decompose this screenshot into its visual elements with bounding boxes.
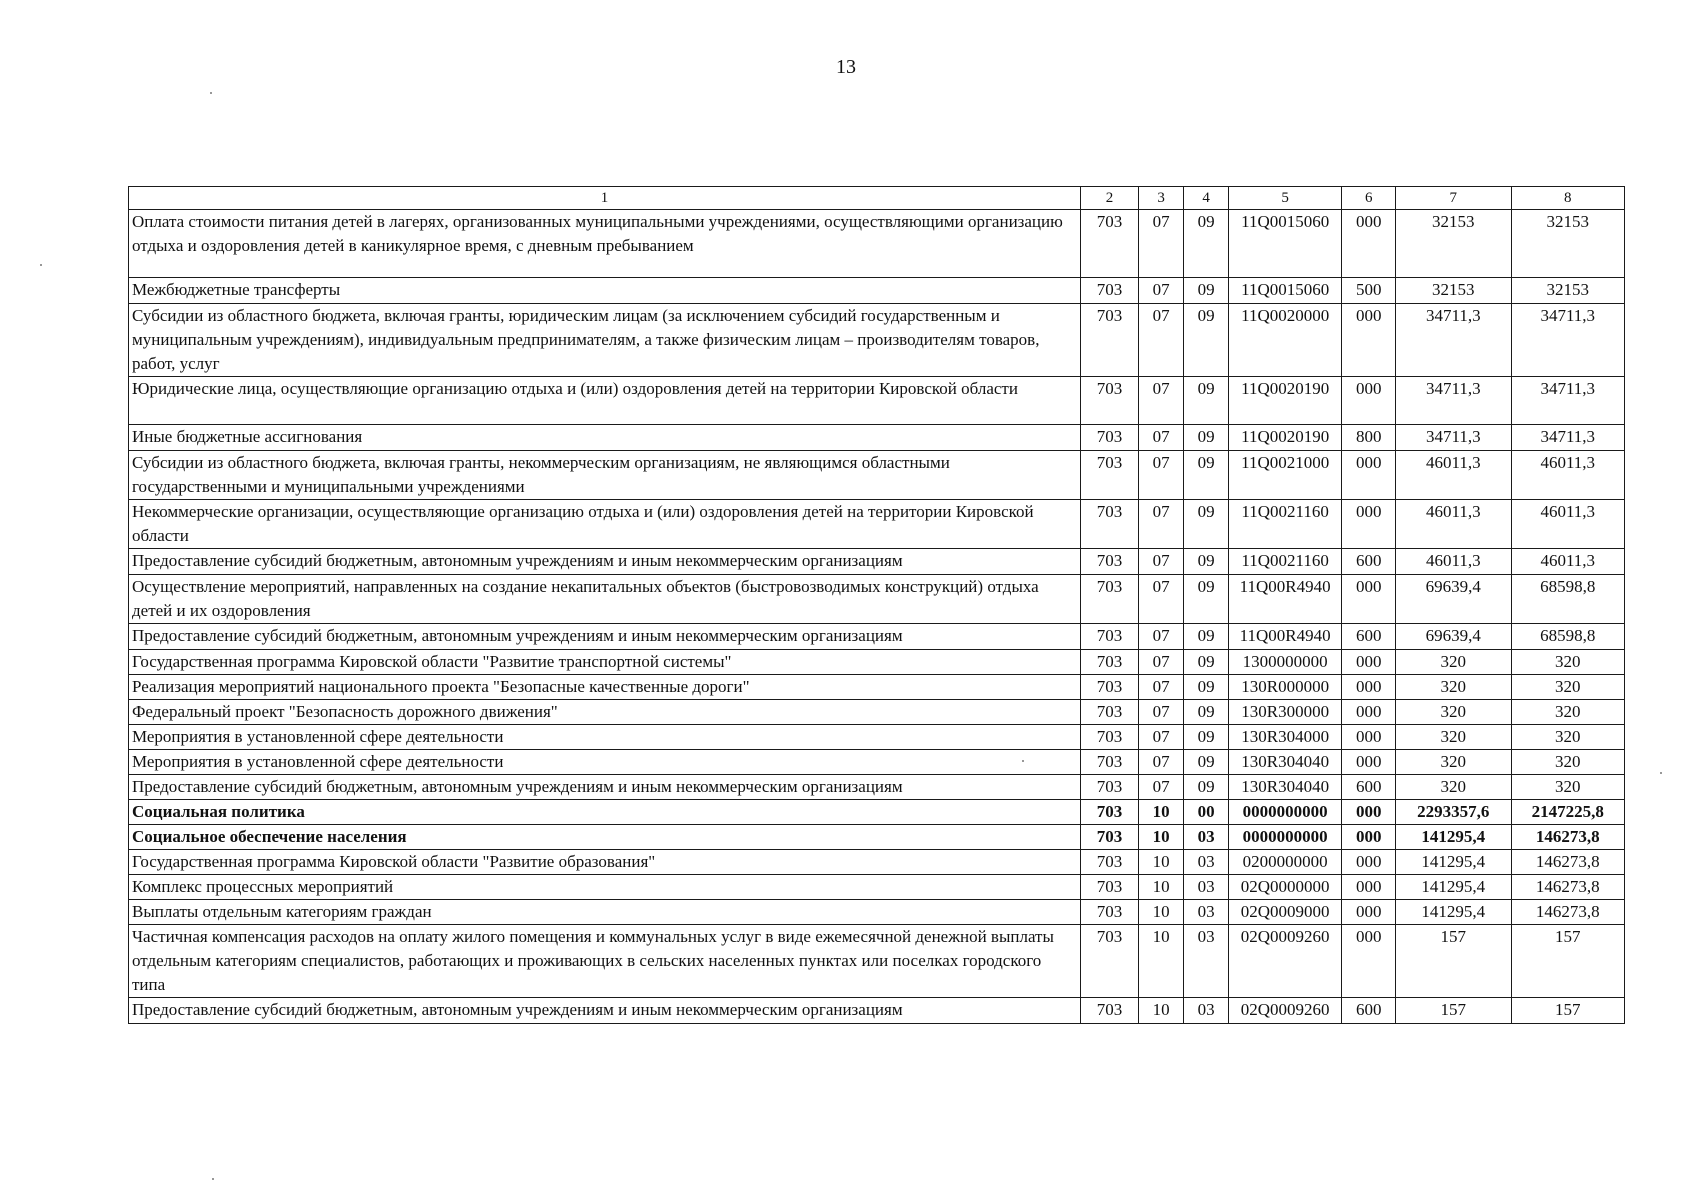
row-code-2: 703: [1081, 624, 1139, 650]
row-code-3: 07: [1138, 700, 1184, 725]
row-code-4: 09: [1184, 750, 1229, 775]
row-description: Государственная программа Кировской области "Развитие транспортной системы": [129, 650, 1081, 675]
row-code-3: 07: [1138, 500, 1184, 549]
row-code-5: 11Q0021160: [1228, 549, 1341, 575]
header-cell: 6: [1342, 187, 1396, 210]
row-amount-8: 46011,3: [1511, 549, 1625, 575]
row-code-6: 000: [1342, 850, 1396, 875]
row-code-4: 09: [1184, 210, 1229, 278]
row-description: Социальная политика: [129, 800, 1081, 825]
row-description: Предоставление субсидий бюджетным, автономным учреждениям и иным некоммерческим организациям: [129, 624, 1081, 650]
row-amount-8: 68598,8: [1511, 575, 1625, 624]
row-code-3: 07: [1138, 549, 1184, 575]
header-cell: 4: [1184, 187, 1229, 210]
row-code-2: 703: [1081, 377, 1139, 425]
row-description: Оплата стоимости питания детей в лагерях, организованных муниципальными учреждениями, осуществляющими организацию отдыха и оздоровления детей в каникулярное время, с дневным пребыванием: [129, 210, 1081, 278]
row-amount-8: 34711,3: [1511, 304, 1625, 377]
scan-speck: [1660, 772, 1662, 774]
row-code-6: 000: [1342, 650, 1396, 675]
row-amount-7: 320: [1396, 650, 1511, 675]
row-code-3: 07: [1138, 650, 1184, 675]
row-code-6: 000: [1342, 575, 1396, 624]
row-code-3: 07: [1138, 425, 1184, 451]
row-amount-8: 34711,3: [1511, 377, 1625, 425]
row-description: Предоставление субсидий бюджетным, автономным учреждениям и иным некоммерческим организациям: [129, 549, 1081, 575]
row-description: Субсидии из областного бюджета, включая гранты, некоммерческим организациям, не являющимся областными государственными и муниципальными учреждениями: [129, 451, 1081, 500]
row-code-3: 10: [1138, 825, 1184, 850]
table-row: [129, 451, 1625, 500]
row-amount-7: 320: [1396, 675, 1511, 700]
table-row: [129, 875, 1625, 900]
row-amount-8: 146273,8: [1511, 900, 1625, 925]
table-body: [129, 210, 1625, 1024]
row-amount-7: 320: [1396, 750, 1511, 775]
row-code-4: 09: [1184, 500, 1229, 549]
row-code-3: 10: [1138, 900, 1184, 925]
row-code-6: 500: [1342, 278, 1396, 304]
row-code-4: 03: [1184, 925, 1229, 998]
row-amount-7: 46011,3: [1396, 451, 1511, 500]
header-cell: 7: [1396, 187, 1511, 210]
row-amount-8: 34711,3: [1511, 425, 1625, 451]
row-code-4: 09: [1184, 575, 1229, 624]
row-code-2: 703: [1081, 451, 1139, 500]
header-cell: 2: [1081, 187, 1139, 210]
scan-speck: [212, 1178, 214, 1180]
table-row: [129, 624, 1625, 650]
table-row: [129, 278, 1625, 304]
row-code-2: 703: [1081, 800, 1139, 825]
table-row: [129, 650, 1625, 675]
row-amount-7: 46011,3: [1396, 500, 1511, 549]
row-code-6: 000: [1342, 725, 1396, 750]
row-code-2: 703: [1081, 875, 1139, 900]
row-code-4: 03: [1184, 850, 1229, 875]
table-row: [129, 675, 1625, 700]
row-amount-7: 32153: [1396, 278, 1511, 304]
row-code-5: 11Q0015060: [1228, 210, 1341, 278]
row-amount-7: 320: [1396, 725, 1511, 750]
row-amount-8: 32153: [1511, 210, 1625, 278]
row-code-6: 800: [1342, 425, 1396, 451]
row-code-5: 11Q00R4940: [1228, 624, 1341, 650]
table-row: [129, 575, 1625, 624]
table-row: [129, 825, 1625, 850]
row-code-4: 03: [1184, 875, 1229, 900]
row-code-6: 000: [1342, 900, 1396, 925]
row-code-3: 07: [1138, 775, 1184, 800]
row-code-2: 703: [1081, 304, 1139, 377]
row-amount-8: 46011,3: [1511, 451, 1625, 500]
row-code-5: 1300000000: [1228, 650, 1341, 675]
row-code-3: 07: [1138, 624, 1184, 650]
row-code-4: 03: [1184, 900, 1229, 925]
row-amount-7: 46011,3: [1396, 549, 1511, 575]
row-code-6: 000: [1342, 825, 1396, 850]
row-code-3: 07: [1138, 451, 1184, 500]
table-row: [129, 775, 1625, 800]
row-code-4: 09: [1184, 650, 1229, 675]
row-code-2: 703: [1081, 825, 1139, 850]
row-amount-8: 320: [1511, 775, 1625, 800]
row-amount-8: 146273,8: [1511, 825, 1625, 850]
row-description: Частичная компенсация расходов на оплату жилого помещения и коммунальных услуг в виде ежемесячной денежной выплаты отдельным категориям специалистов, работающих и проживающих в сельских населенных пунктах или поселках городского типа: [129, 925, 1081, 998]
row-code-2: 703: [1081, 925, 1139, 998]
row-code-3: 07: [1138, 210, 1184, 278]
row-code-6: 000: [1342, 750, 1396, 775]
row-code-6: 600: [1342, 549, 1396, 575]
row-code-6: 600: [1342, 998, 1396, 1024]
table-row: [129, 725, 1625, 750]
row-amount-8: 32153: [1511, 278, 1625, 304]
header-row: [129, 187, 1625, 210]
table-row: [129, 549, 1625, 575]
row-code-3: 07: [1138, 304, 1184, 377]
row-code-5: 11Q0021000: [1228, 451, 1341, 500]
row-code-5: 130R304000: [1228, 725, 1341, 750]
row-code-5: 0000000000: [1228, 825, 1341, 850]
row-description: Реализация мероприятий национального проекта "Безопасные качественные дороги": [129, 675, 1081, 700]
row-amount-8: 157: [1511, 925, 1625, 998]
row-code-5: 11Q0015060: [1228, 278, 1341, 304]
table-row: [129, 425, 1625, 451]
row-code-2: 703: [1081, 500, 1139, 549]
row-code-4: 09: [1184, 725, 1229, 750]
row-code-2: 703: [1081, 775, 1139, 800]
row-code-2: 703: [1081, 675, 1139, 700]
table-row: [129, 925, 1625, 998]
row-code-2: 703: [1081, 750, 1139, 775]
row-amount-7: 157: [1396, 998, 1511, 1024]
row-code-2: 703: [1081, 575, 1139, 624]
row-amount-7: 34711,3: [1396, 304, 1511, 377]
table-row: [129, 700, 1625, 725]
row-code-3: 10: [1138, 998, 1184, 1024]
row-code-5: 11Q0021160: [1228, 500, 1341, 549]
row-code-2: 703: [1081, 210, 1139, 278]
row-amount-8: 2147225,8: [1511, 800, 1625, 825]
row-description: Предоставление субсидий бюджетным, автономным учреждениям и иным некоммерческим организациям: [129, 775, 1081, 800]
row-description: Мероприятия в установленной сфере деятельности: [129, 725, 1081, 750]
scan-speck: [210, 92, 212, 94]
row-amount-8: 320: [1511, 650, 1625, 675]
row-amount-7: 141295,4: [1396, 825, 1511, 850]
table-row: [129, 998, 1625, 1024]
row-code-5: 11Q0020000: [1228, 304, 1341, 377]
row-code-5: 130R000000: [1228, 675, 1341, 700]
row-amount-7: 157: [1396, 925, 1511, 998]
row-code-5: 11Q0020190: [1228, 425, 1341, 451]
row-code-5: 02Q0009260: [1228, 998, 1341, 1024]
header-cell: 5: [1228, 187, 1341, 210]
row-code-5: 130R304040: [1228, 775, 1341, 800]
row-code-4: 03: [1184, 825, 1229, 850]
row-amount-7: 69639,4: [1396, 575, 1511, 624]
row-code-6: 000: [1342, 210, 1396, 278]
row-code-3: 07: [1138, 750, 1184, 775]
table-row: [129, 377, 1625, 425]
row-description: Осуществление мероприятий, направленных на создание некапитальных объектов (быстровозводимых конструкций) отдыха детей и их оздоровления: [129, 575, 1081, 624]
row-description: Выплаты отдельным категориям граждан: [129, 900, 1081, 925]
row-amount-8: 320: [1511, 675, 1625, 700]
row-code-6: 000: [1342, 304, 1396, 377]
scan-speck: [1022, 760, 1024, 762]
row-code-4: 09: [1184, 278, 1229, 304]
row-description: Государственная программа Кировской области "Развитие образования": [129, 850, 1081, 875]
table-row: [129, 850, 1625, 875]
row-code-6: 600: [1342, 775, 1396, 800]
row-code-3: 07: [1138, 377, 1184, 425]
row-code-3: 07: [1138, 278, 1184, 304]
row-code-4: 09: [1184, 675, 1229, 700]
row-code-2: 703: [1081, 278, 1139, 304]
row-amount-8: 320: [1511, 725, 1625, 750]
row-code-4: 09: [1184, 700, 1229, 725]
row-code-3: 10: [1138, 850, 1184, 875]
row-description: Юридические лица, осуществляющие организацию отдыха и (или) оздоровления детей на территории Кировской области: [129, 377, 1081, 425]
row-amount-7: 320: [1396, 700, 1511, 725]
row-code-5: 02Q0000000: [1228, 875, 1341, 900]
row-description: Комплекс процессных мероприятий: [129, 875, 1081, 900]
row-code-3: 10: [1138, 800, 1184, 825]
row-code-3: 07: [1138, 675, 1184, 700]
row-code-6: 600: [1342, 624, 1396, 650]
row-description: Мероприятия в установленной сфере деятельности: [129, 750, 1081, 775]
table-row: [129, 210, 1625, 278]
row-code-3: 07: [1138, 575, 1184, 624]
row-amount-7: 141295,4: [1396, 900, 1511, 925]
row-code-5: 130R304040: [1228, 750, 1341, 775]
row-description: Некоммерческие организации, осуществляющие организацию отдыха и (или) оздоровления детей на территории Кировской области: [129, 500, 1081, 549]
row-code-4: 09: [1184, 377, 1229, 425]
row-code-4: 09: [1184, 304, 1229, 377]
row-code-4: 03: [1184, 998, 1229, 1024]
row-amount-7: 34711,3: [1396, 425, 1511, 451]
row-description: Межбюджетные трансферты: [129, 278, 1081, 304]
row-code-6: 000: [1342, 925, 1396, 998]
row-amount-7: 34711,3: [1396, 377, 1511, 425]
page-number: 13: [836, 56, 856, 78]
row-code-2: 703: [1081, 725, 1139, 750]
header-cell: 3: [1138, 187, 1184, 210]
header-cell: 1: [129, 187, 1081, 210]
row-description: Иные бюджетные ассигнования: [129, 425, 1081, 451]
table-row: [129, 304, 1625, 377]
row-code-6: 000: [1342, 700, 1396, 725]
row-code-2: 703: [1081, 700, 1139, 725]
row-amount-8: 46011,3: [1511, 500, 1625, 549]
row-code-6: 000: [1342, 500, 1396, 549]
row-amount-7: 69639,4: [1396, 624, 1511, 650]
row-code-2: 703: [1081, 850, 1139, 875]
row-amount-7: 320: [1396, 775, 1511, 800]
row-amount-7: 2293357,6: [1396, 800, 1511, 825]
row-code-6: 000: [1342, 377, 1396, 425]
budget-table: [128, 186, 1625, 1024]
row-code-3: 10: [1138, 875, 1184, 900]
scan-speck: [40, 264, 42, 266]
row-code-2: 703: [1081, 549, 1139, 575]
row-code-3: 07: [1138, 725, 1184, 750]
row-code-6: 000: [1342, 675, 1396, 700]
row-code-4: 09: [1184, 451, 1229, 500]
row-amount-7: 32153: [1396, 210, 1511, 278]
row-code-5: 130R300000: [1228, 700, 1341, 725]
table-row: [129, 500, 1625, 549]
row-code-5: 0000000000: [1228, 800, 1341, 825]
row-amount-7: 141295,4: [1396, 875, 1511, 900]
row-code-5: 02Q0009000: [1228, 900, 1341, 925]
row-amount-8: 146273,8: [1511, 850, 1625, 875]
table-row: [129, 750, 1625, 775]
row-code-5: 11Q00R4940: [1228, 575, 1341, 624]
row-description: Социальное обеспечение населения: [129, 825, 1081, 850]
row-code-6: 000: [1342, 875, 1396, 900]
row-code-5: 02Q0009260: [1228, 925, 1341, 998]
table-row: [129, 800, 1625, 825]
row-code-6: 000: [1342, 800, 1396, 825]
row-code-4: 09: [1184, 775, 1229, 800]
row-description: Субсидии из областного бюджета, включая гранты, юридическим лицам (за исключением субсидий государственным и муниципальным учреждениям), индивидуальным предпринимателям, а также физическим лицам – производителям товаров, работ, услуг: [129, 304, 1081, 377]
row-code-2: 703: [1081, 998, 1139, 1024]
row-code-4: 09: [1184, 549, 1229, 575]
row-description: Предоставление субсидий бюджетным, автономным учреждениям и иным некоммерческим организациям: [129, 998, 1081, 1024]
row-code-2: 703: [1081, 425, 1139, 451]
row-amount-8: 320: [1511, 750, 1625, 775]
table-row: [129, 900, 1625, 925]
row-code-2: 703: [1081, 650, 1139, 675]
row-amount-8: 157: [1511, 998, 1625, 1024]
row-code-4: 00: [1184, 800, 1229, 825]
row-code-5: 11Q0020190: [1228, 377, 1341, 425]
row-description: Федеральный проект "Безопасность дорожного движения": [129, 700, 1081, 725]
row-code-5: 0200000000: [1228, 850, 1341, 875]
row-amount-7: 141295,4: [1396, 850, 1511, 875]
row-code-3: 10: [1138, 925, 1184, 998]
row-code-2: 703: [1081, 900, 1139, 925]
row-code-6: 000: [1342, 451, 1396, 500]
row-amount-8: 68598,8: [1511, 624, 1625, 650]
row-amount-8: 320: [1511, 700, 1625, 725]
header-cell: 8: [1511, 187, 1625, 210]
row-amount-8: 146273,8: [1511, 875, 1625, 900]
row-code-4: 09: [1184, 624, 1229, 650]
row-code-4: 09: [1184, 425, 1229, 451]
